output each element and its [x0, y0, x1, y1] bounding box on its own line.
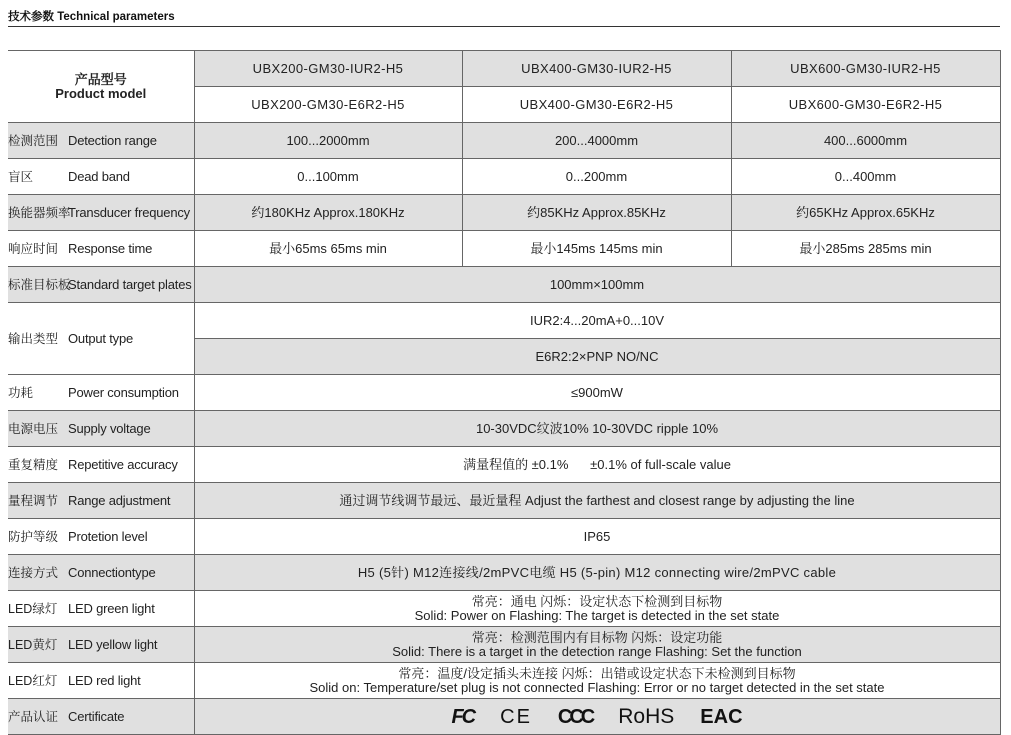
label-power [8, 375, 194, 411]
label-protection-level [8, 519, 194, 555]
ccc-mark-icon: CCC [557, 705, 593, 728]
value-cell: IUR2:4...20mA+0...10V [194, 303, 1000, 339]
label-zh: LED黄灯 [8, 637, 58, 652]
value-cell: 400...6000mm [731, 123, 1000, 159]
value-cell: 满量程值的 ±0.1% ±0.1% of full-scale value [194, 447, 1000, 483]
spec-table [8, 50, 1001, 735]
eac-mark-icon: EAC [700, 705, 743, 728]
certificate-marks [194, 699, 1000, 735]
label-zh: 输出类型 [8, 331, 59, 346]
value-cell: 最小145ms 145ms min [462, 231, 731, 267]
row-certificate [8, 699, 1000, 735]
label-led-red [8, 663, 194, 699]
value-cell: 通过调节线调节最远、最近量程 Adjust the farthest and closest range by adjusting the line [194, 483, 1000, 519]
label-en: Power consumption [68, 384, 179, 400]
label-en: Certificate [68, 708, 125, 724]
label-transducer-frequency [8, 195, 194, 231]
label-zh: 重复精度 [8, 457, 59, 472]
value-cell: 最小285ms 285ms min [731, 231, 1000, 267]
value-cell: H5 (5针) M12连接线/2mPVC电缆 H5 (5-pin) M12 connecting wire/2mPVC cable [194, 555, 1000, 591]
rohs-mark-icon: RoHS [618, 704, 675, 728]
label-zh: 功耗 [8, 385, 34, 400]
value-cell: 约180KHz Approx.180KHz [194, 195, 462, 231]
row-transducer-frequency [8, 195, 1000, 231]
label-output-type [8, 303, 194, 375]
label-en: Protetion level [68, 528, 148, 544]
led-yellow-line2: Solid: There is a target in the detection range Flashing: Set the function [392, 643, 802, 659]
model-iur2-200: UBX200-GM30-IUR2-H5 [194, 51, 462, 87]
row-response-time [8, 231, 1000, 267]
value-cell: 100...2000mm [194, 123, 462, 159]
label-zh: 换能器频率 [8, 205, 71, 220]
label-en: Response time [68, 240, 153, 256]
label-zh: 连接方式 [8, 565, 59, 580]
led-green-line2: Solid: Power on Flashing: The target is detected in the set state [414, 607, 780, 623]
value-cell: 0...100mm [194, 159, 462, 195]
label-supply-voltage [8, 411, 194, 447]
label-certificate [8, 699, 194, 735]
led-red-line1: 常亮：温度/设定插头未连接 闪烁：出错或设定状态下未检测到目标物 [398, 665, 796, 681]
led-yellow-line1: 常亮：检测范围内有目标物 闪烁：设定功能 [471, 629, 723, 645]
value-cell: 10-30VDC纹波10% 10-30VDC ripple 10% [194, 411, 1000, 447]
value-cell: IP65 [194, 519, 1000, 555]
label-zh: LED绿灯 [8, 601, 58, 616]
value-cell: 0...200mm [462, 159, 731, 195]
label-en: LED yellow light [68, 636, 158, 652]
row-power [8, 375, 1000, 411]
label-range-adjustment [8, 483, 194, 519]
value-cell: ≤900mW [194, 375, 1000, 411]
row-dead-band [8, 159, 1000, 195]
value-cell: E6R2:2×PNP NO/NC [194, 339, 1000, 375]
row-supply-voltage [8, 411, 1000, 447]
model-row-iur2 [8, 51, 1000, 87]
label-en: Transducer frequency [68, 204, 190, 220]
label-zh: 电源电压 [8, 421, 59, 436]
led-red-line2: Solid on: Temperature/set plug is not connected Flashing: Error or no target detected in the set state [309, 679, 885, 695]
model-iur2-600: UBX600-GM30-IUR2-H5 [731, 51, 1000, 87]
label-en: LED green light [68, 600, 155, 616]
row-led-red [8, 663, 1000, 699]
value-cell: 100mm×100mm [194, 267, 1000, 303]
value-cell: 最小65ms 65ms min [194, 231, 462, 267]
product-model-label [8, 51, 194, 123]
label-en: LED red light [68, 672, 141, 688]
label-zh: 防护等级 [8, 529, 59, 544]
label-zh: 响应时间 [8, 241, 59, 256]
label-led-green [8, 591, 194, 627]
row-connection-type [8, 555, 1000, 591]
label-zh: 检测范围 [8, 133, 59, 148]
row-protection-level [8, 519, 1000, 555]
row-led-green [8, 591, 1000, 627]
label-en: Repetitive accuracy [68, 456, 178, 472]
label-en: Range adjustment [68, 492, 171, 508]
model-e6r2-200: UBX200-GM30-E6R2-H5 [194, 87, 462, 123]
led-green-line1: 常亮：通电 闪烁：设定状态下检测到目标物 [471, 593, 723, 609]
label-en: Standard target plates [68, 276, 192, 292]
value-cell: 约65KHz Approx.65KHz [731, 195, 1000, 231]
label-en: Supply voltage [68, 420, 151, 436]
value-cell: 200...4000mm [462, 123, 731, 159]
label-zh: 盲区 [8, 169, 34, 184]
fc-mark-icon: FC [451, 705, 475, 728]
value-cell [194, 663, 1000, 699]
section-title: 技术参数 Technical parameters [8, 11, 175, 23]
row-led-yellow [8, 627, 1000, 663]
row-range-adjustment [8, 483, 1000, 519]
product-model-zh: 产品型号 [74, 71, 127, 87]
label-en: Dead band [68, 168, 130, 184]
row-standard-target [8, 267, 1000, 303]
ce-mark-icon: CE [500, 705, 532, 728]
label-en: Output type [68, 330, 134, 346]
label-zh: 标准目标板 [8, 277, 71, 292]
product-model-en: Product model [55, 85, 147, 101]
value-cell: 约85KHz Approx.85KHz [462, 195, 731, 231]
row-repetitive-accuracy [8, 447, 1000, 483]
label-dead-band [8, 159, 194, 195]
model-e6r2-400: UBX400-GM30-E6R2-H5 [462, 87, 731, 123]
label-zh: 量程调节 [8, 493, 59, 508]
value-cell [194, 591, 1000, 627]
label-standard-target [8, 267, 194, 303]
label-zh: LED红灯 [8, 673, 58, 688]
label-response-time [8, 231, 194, 267]
value-cell [194, 627, 1000, 663]
title-underline [8, 26, 1000, 27]
label-en: Connectiontype [68, 564, 156, 580]
value-cell: 0...400mm [731, 159, 1000, 195]
label-en: Detection range [68, 132, 157, 148]
row-output-type [8, 303, 1000, 339]
label-repetitive-accuracy [8, 447, 194, 483]
label-connection-type [8, 555, 194, 591]
label-zh: 产品认证 [8, 709, 59, 724]
model-e6r2-600: UBX600-GM30-E6R2-H5 [731, 87, 1000, 123]
row-detection-range [8, 123, 1000, 159]
model-iur2-400: UBX400-GM30-IUR2-H5 [462, 51, 731, 87]
label-led-yellow [8, 627, 194, 663]
label-detection-range [8, 123, 194, 159]
